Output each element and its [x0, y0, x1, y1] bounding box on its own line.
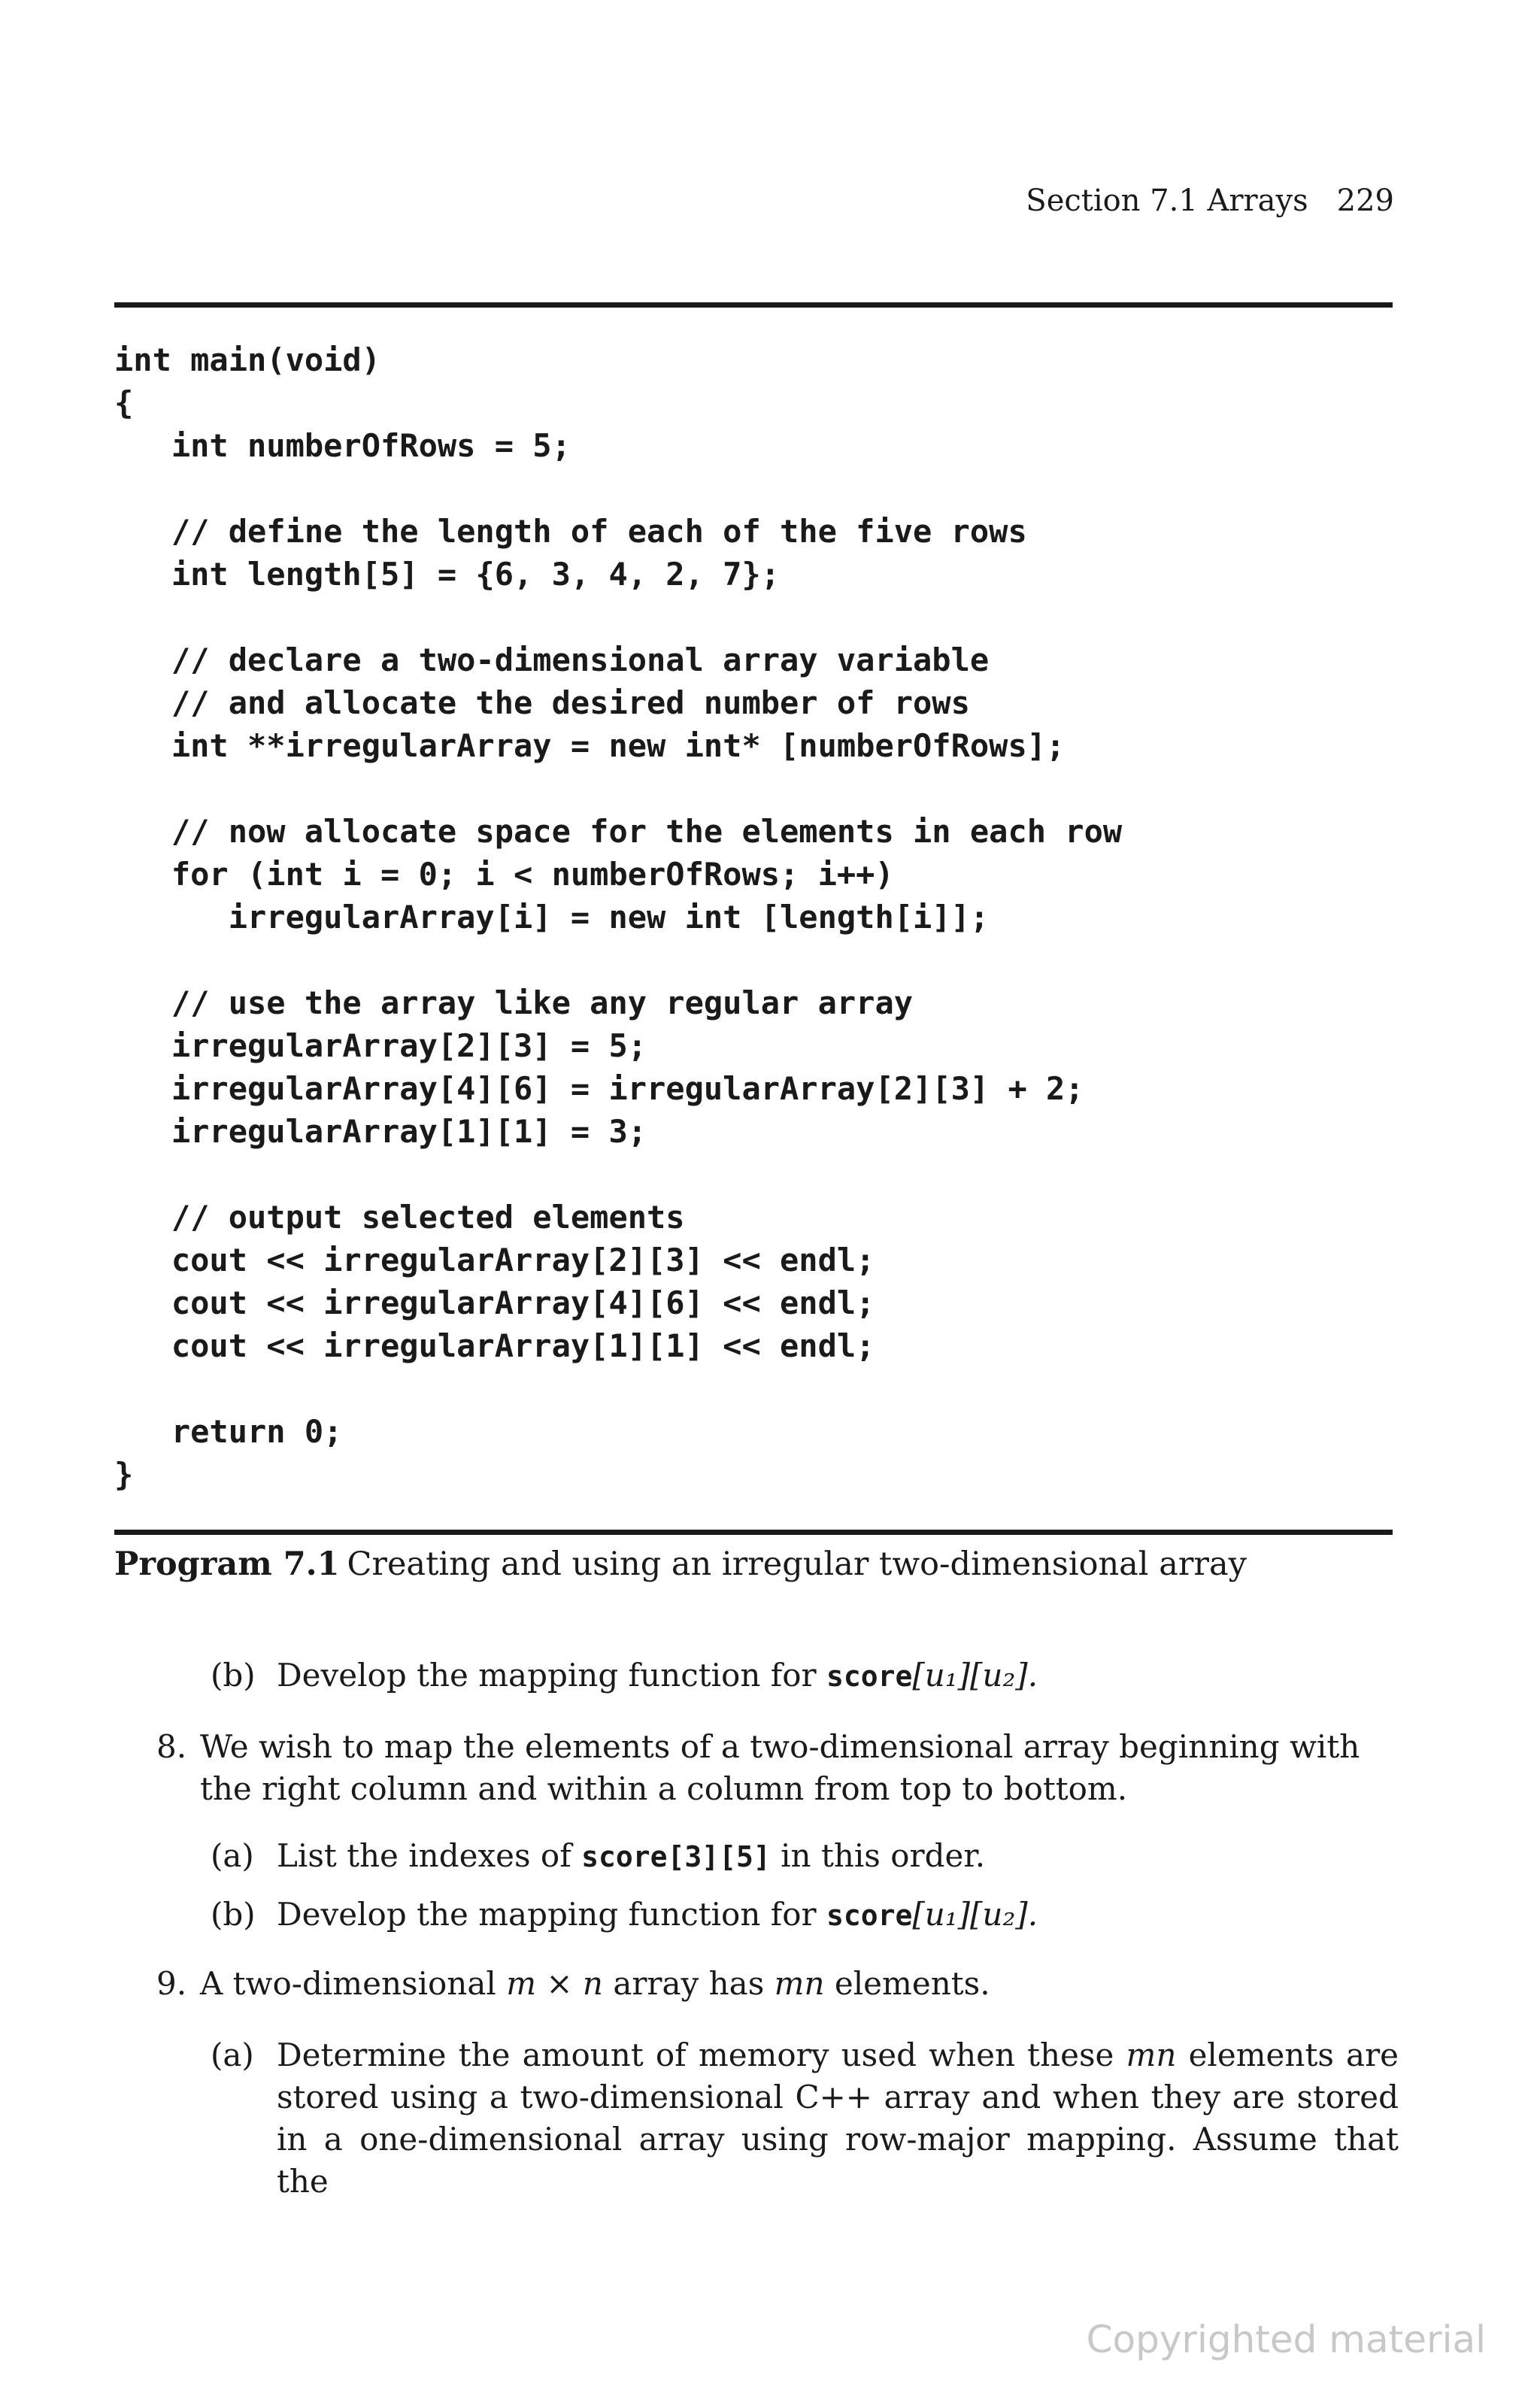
- exercise-text-end: elements are stored using a two-dimensional C++ array and when they are stored in a one-dimensional array using row-major mapping. Assume that the: [277, 2036, 1399, 2200]
- exercise-text: A two-dimensional: [200, 1965, 507, 2002]
- code-line: [114, 596, 1122, 638]
- bottom-rule: [114, 1530, 1393, 1535]
- exercise-text: We wish to map the elements of a two-dimensional array beginning with the right column and within a column from top to bottom.: [200, 1728, 1360, 1807]
- exercise-number: (a): [211, 1837, 254, 1874]
- code-line: }: [114, 1456, 134, 1493]
- code-line: irregularArray[4][6] = irregularArray[2][3] + 2;: [114, 1070, 1084, 1107]
- exercise-math: mn: [1126, 2036, 1177, 2073]
- exercise-8: [156, 1726, 1393, 1810]
- code-line: [114, 467, 1122, 510]
- exercise-text: Develop the mapping function for: [277, 1896, 826, 1933]
- exercise-code: score[3][5]: [581, 1840, 771, 1873]
- code-line: // define the length of each of the five rows: [114, 513, 1027, 550]
- exercise-number: 8.: [156, 1728, 187, 1765]
- code-line: int main(void): [114, 341, 381, 378]
- exercise-9: [156, 1963, 1393, 2005]
- code-line: // now allocate space for the elements in each row: [114, 813, 1123, 850]
- code-line: {: [114, 384, 134, 421]
- exercise-8b: [211, 1894, 1399, 1936]
- exercise-text-mid: array has: [602, 1965, 775, 2002]
- code-line: // and allocate the desired number of rows: [114, 684, 970, 721]
- exercise-8a: [211, 1835, 1399, 1878]
- code-line: for (int i = 0; i < numberOfRows; i++): [114, 856, 894, 893]
- code-line: irregularArray[2][3] = 5;: [114, 1027, 647, 1064]
- code-line: int **irregularArray = new int* [numberOfRows];: [114, 727, 1066, 764]
- code-line: cout << irregularArray[4][6] << endl;: [114, 1284, 875, 1321]
- code-line: cout << irregularArray[2][3] << endl;: [114, 1242, 875, 1278]
- exercise-text-end: elements.: [824, 1965, 990, 2002]
- exercise-number: (a): [211, 2036, 254, 2073]
- code-line: int length[5] = {6, 3, 4, 2, 7};: [114, 556, 781, 593]
- code-line: [114, 1367, 1122, 1410]
- code-line: [114, 767, 1122, 810]
- code-line: [114, 1153, 1122, 1196]
- exercise-math: m × n: [506, 1965, 603, 2002]
- code-line: int numberOfRows = 5;: [114, 427, 571, 464]
- exercise-math: [u₁][u₂].: [912, 1657, 1038, 1694]
- page-number: 229: [1336, 183, 1394, 218]
- running-head: [1026, 183, 1394, 218]
- exercise-7b: [211, 1654, 1399, 1697]
- code-listing: [114, 338, 1122, 1496]
- caption-text: Creating and using an irregular two-dimensional array: [347, 1545, 1247, 1583]
- exercise-code: score: [826, 1899, 913, 1932]
- code-line: return 0;: [114, 1413, 343, 1450]
- caption-label: Program 7.1: [114, 1545, 340, 1583]
- exercise-text: Develop the mapping function for: [277, 1657, 826, 1694]
- code-line: cout << irregularArray[1][1] << endl;: [114, 1327, 875, 1364]
- exercise-text-end: in this order.: [770, 1837, 986, 1874]
- code-line: irregularArray[i] = new int [length[i]];: [114, 899, 990, 936]
- code-line: // declare a two-dimensional array variable: [114, 641, 990, 678]
- exercise-text: Determine the amount of memory used when these: [277, 2036, 1126, 2073]
- exercise-math-2: mn: [774, 1965, 825, 2002]
- exercise-number: (b): [211, 1657, 256, 1694]
- code-line: [114, 939, 1122, 981]
- copyright-watermark: Copyrighted material: [1086, 2318, 1486, 2361]
- section-title: Section 7.1 Arrays: [1026, 183, 1308, 218]
- code-line: irregularArray[1][1] = 3;: [114, 1113, 647, 1150]
- top-rule: [114, 302, 1393, 308]
- code-line: // output selected elements: [114, 1199, 685, 1236]
- exercise-9a: [211, 2034, 1399, 2203]
- exercise-number: 9.: [156, 1965, 187, 2002]
- code-line: // use the array like any regular array: [114, 984, 914, 1021]
- exercise-number: (b): [211, 1896, 256, 1933]
- exercise-code: score: [826, 1660, 913, 1693]
- exercise-math: [u₁][u₂].: [912, 1896, 1038, 1933]
- program-caption: [114, 1542, 1247, 1587]
- exercise-text: List the indexes of: [277, 1837, 582, 1874]
